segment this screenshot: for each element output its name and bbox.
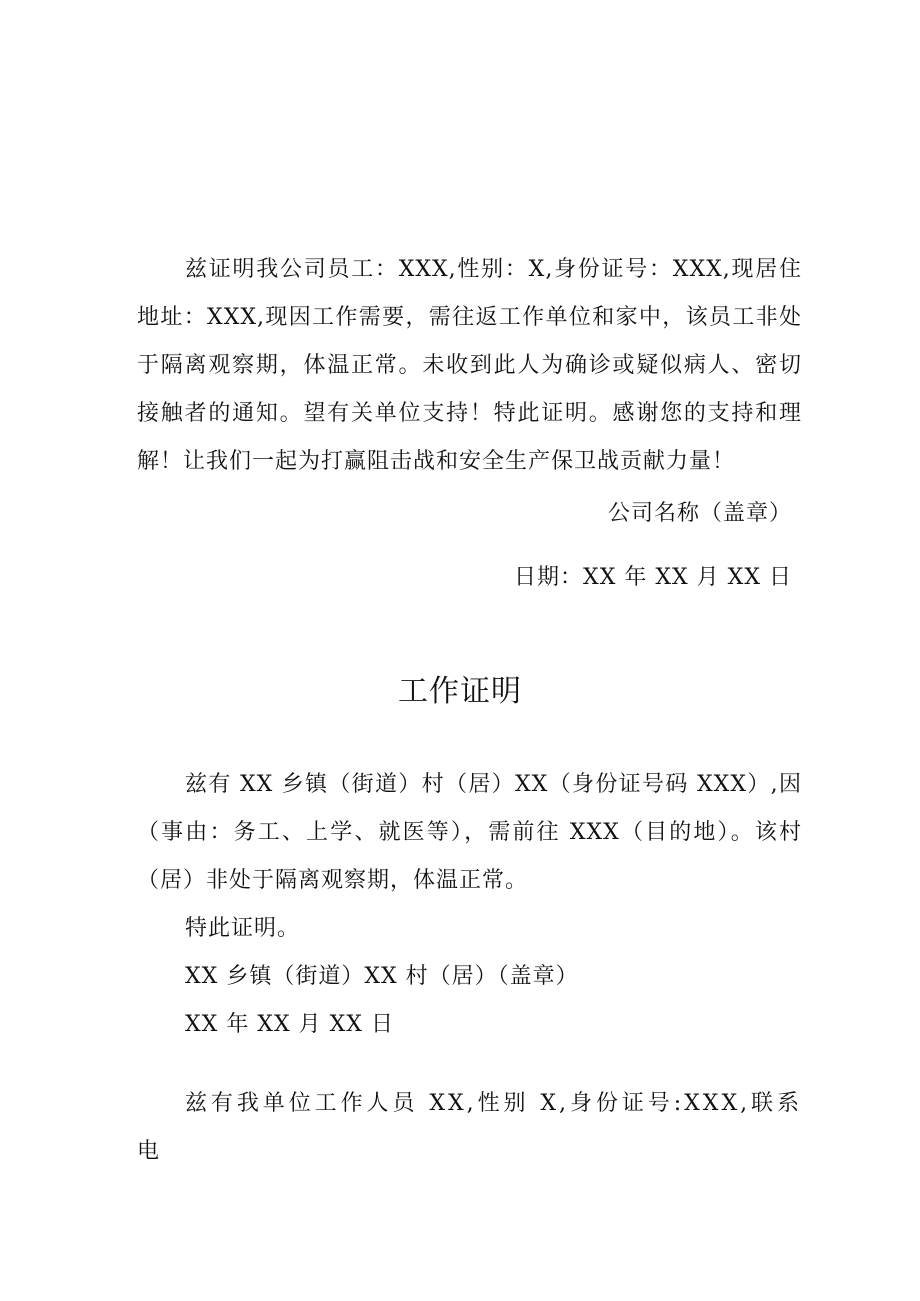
letter-1-signature: 公司名称（盖章） xyxy=(607,501,792,526)
letter-2 xyxy=(137,761,802,1049)
letter-3-body: 兹有我单位工作人员 XX,性别 X,身份证号:XXX,联系电 xyxy=(137,1091,802,1164)
letter-2-closing: 特此证明。 xyxy=(185,916,301,941)
letter-1 xyxy=(137,246,802,602)
letter-2-body: 兹有 XX 乡镇（街道）村（居）XX（身份证号码 XXX）,因（事由：务工、上学、就医等），需前往 XXX（目的地）。该村（居）非处于隔离观察期，体温正常。 xyxy=(137,772,802,893)
letter-2-date: XX 年 XX 月 XX 日 xyxy=(185,1012,394,1037)
letter-1-date: 日期：XX 年 XX 月 XX 日 xyxy=(514,565,792,590)
letter-3 xyxy=(137,1080,802,1176)
letter-2-signature: XX 乡镇（街道）XX 村（居）（盖章） xyxy=(185,964,579,989)
letter-1-body: 兹证明我公司员工：XXX,性别：X,身份证号：XXX,现居住地址：XXX,现因工作需要，需往返工作单位和家中，该员工非处于隔离观察期，体温正常。未收到此人为确诊或疑似病人、密切接触者的通知。望有关单位支持！特此证明。感谢您的支持和理解！让我们一起为打赢阻击战和安全生产保卫战贡献力量！ xyxy=(137,257,802,474)
document-title: 工作证明 xyxy=(398,674,522,709)
